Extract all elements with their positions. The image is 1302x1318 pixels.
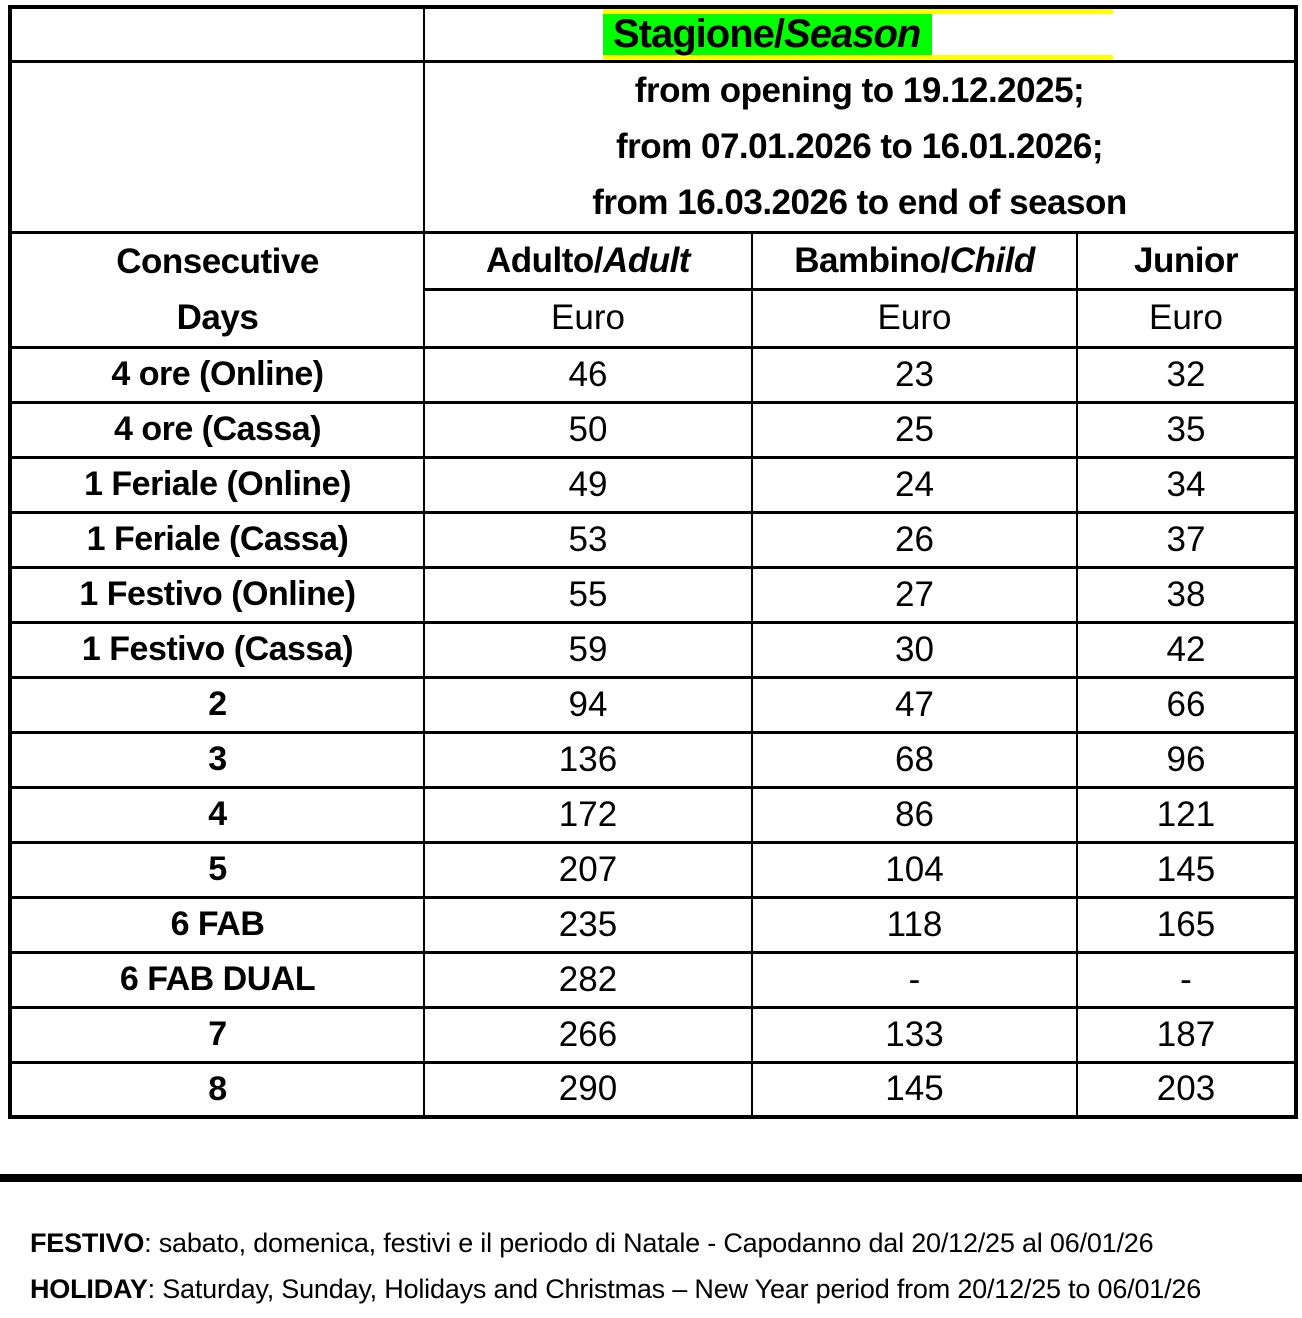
- table-row: [10, 952, 1296, 1007]
- season-title-cell: [424, 7, 1296, 61]
- table-row: [10, 1007, 1296, 1062]
- adult-header-plain: Adulto/: [486, 240, 604, 280]
- adult-price-cell: 53: [424, 512, 752, 567]
- season-title-highlight: [603, 11, 932, 56]
- child-price-cell: 25: [752, 402, 1077, 457]
- table-row: [10, 622, 1296, 677]
- day-label-cell: 4 ore (Cassa): [10, 402, 424, 457]
- child-column-header: [752, 232, 1077, 290]
- adult-price-cell: 55: [424, 567, 752, 622]
- season-title-box: [603, 9, 1113, 60]
- child-price-cell: 145: [752, 1062, 1077, 1117]
- junior-price-cell: 165: [1077, 897, 1296, 952]
- table-row: [10, 842, 1296, 897]
- empty-corner-cell: [10, 7, 424, 61]
- child-price-cell: 118: [752, 897, 1077, 952]
- consecutive-days-header-cell: [10, 232, 424, 347]
- adult-price-cell: 59: [424, 622, 752, 677]
- adult-price-cell: 290: [424, 1062, 752, 1117]
- day-label-cell: 4: [10, 787, 424, 842]
- table-row: [10, 787, 1296, 842]
- column-header-row: [10, 232, 1296, 290]
- table-row: [10, 347, 1296, 402]
- junior-price-cell: 66: [1077, 677, 1296, 732]
- adult-price-cell: 282: [424, 952, 752, 1007]
- junior-price-cell: 35: [1077, 402, 1296, 457]
- junior-column-header: Junior: [1077, 232, 1296, 290]
- price-table: [8, 5, 1298, 1119]
- junior-price-cell: 96: [1077, 732, 1296, 787]
- footnote-festivo: [30, 1220, 1290, 1266]
- child-price-cell: 30: [752, 622, 1077, 677]
- day-label-cell: 6 FAB DUAL: [10, 952, 424, 1007]
- day-label-cell: 8: [10, 1062, 424, 1117]
- junior-price-cell: 34: [1077, 457, 1296, 512]
- child-price-cell: 23: [752, 347, 1077, 402]
- empty-cell: [10, 61, 424, 232]
- day-label-cell: 6 FAB: [10, 897, 424, 952]
- adult-price-cell: 46: [424, 347, 752, 402]
- day-label-cell: 7: [10, 1007, 424, 1062]
- season-periods-cell: [424, 61, 1296, 232]
- divider-line: [0, 1174, 1302, 1182]
- adult-price-cell: 235: [424, 897, 752, 952]
- table-row: [10, 897, 1296, 952]
- footnote-holiday: [30, 1266, 1290, 1312]
- footnote-holiday-label: HOLIDAY: [30, 1274, 148, 1304]
- adult-column-header: [424, 232, 752, 290]
- season-period-line: from opening to 19.12.2025;: [634, 70, 1085, 110]
- day-label-cell: 2: [10, 677, 424, 732]
- child-price-cell: 24: [752, 457, 1077, 512]
- junior-price-cell: 38: [1077, 567, 1296, 622]
- junior-price-cell: 187: [1077, 1007, 1296, 1062]
- season-period-line: from 16.03.2026 to end of season: [592, 182, 1127, 222]
- child-price-cell: 68: [752, 732, 1077, 787]
- adult-price-cell: 266: [424, 1007, 752, 1062]
- child-price-cell: 86: [752, 787, 1077, 842]
- day-label-cell: 5: [10, 842, 424, 897]
- table-row: [10, 512, 1296, 567]
- adult-price-cell: 50: [424, 402, 752, 457]
- consecutive-days-line1: Consecutive: [116, 241, 319, 281]
- day-label-cell: 3: [10, 732, 424, 787]
- child-header-italic: Child: [949, 240, 1035, 280]
- season-title-plain: Stagione/: [613, 11, 785, 56]
- season-periods-row: [10, 61, 1296, 232]
- adult-currency-cell: Euro: [424, 290, 752, 348]
- footnote-festivo-text: : sabato, domenica, festivi e il periodo di Natale - Capodanno dal 20/12/25 al 06/01/26: [144, 1228, 1154, 1258]
- adult-price-cell: 136: [424, 732, 752, 787]
- day-label-cell: 1 Festivo (Cassa): [10, 622, 424, 677]
- day-label-cell: 1 Feriale (Cassa): [10, 512, 424, 567]
- junior-price-cell: 32: [1077, 347, 1296, 402]
- junior-price-cell: 145: [1077, 842, 1296, 897]
- junior-price-cell: 37: [1077, 512, 1296, 567]
- table-row: [10, 732, 1296, 787]
- day-label-cell: 1 Festivo (Online): [10, 567, 424, 622]
- footnote-festivo-label: FESTIVO: [30, 1228, 145, 1258]
- table-row: [10, 567, 1296, 622]
- footnotes: [30, 1220, 1290, 1312]
- day-label-cell: 1 Feriale (Online): [10, 457, 424, 512]
- junior-price-cell: 203: [1077, 1062, 1296, 1117]
- adult-price-cell: 49: [424, 457, 752, 512]
- adult-price-cell: 207: [424, 842, 752, 897]
- table-row: [10, 677, 1296, 732]
- season-period-line: from 07.01.2026 to 16.01.2026;: [616, 126, 1103, 166]
- child-currency-cell: Euro: [752, 290, 1077, 348]
- table-row: [10, 457, 1296, 512]
- child-price-cell: 27: [752, 567, 1077, 622]
- child-price-cell: -: [752, 952, 1077, 1007]
- junior-price-cell: -: [1077, 952, 1296, 1007]
- adult-price-cell: 94: [424, 677, 752, 732]
- adult-price-cell: 172: [424, 787, 752, 842]
- child-price-cell: 104: [752, 842, 1077, 897]
- child-price-cell: 47: [752, 677, 1077, 732]
- footnote-holiday-text: : Saturday, Sunday, Holidays and Christmas – New Year period from 20/12/25 to 06/01/26: [147, 1274, 1202, 1304]
- day-label-cell: 4 ore (Online): [10, 347, 424, 402]
- child-price-cell: 133: [752, 1007, 1077, 1062]
- junior-currency-cell: Euro: [1077, 290, 1296, 348]
- child-price-cell: 26: [752, 512, 1077, 567]
- table-row: [10, 1062, 1296, 1117]
- season-title-italic: Season: [784, 11, 921, 56]
- junior-price-cell: 42: [1077, 622, 1296, 677]
- season-header-row: [10, 7, 1296, 61]
- table-row: [10, 402, 1296, 457]
- junior-price-cell: 121: [1077, 787, 1296, 842]
- child-header-plain: Bambino/: [794, 240, 950, 280]
- adult-header-italic: Adult: [603, 240, 690, 280]
- consecutive-days-line2: Days: [176, 297, 259, 337]
